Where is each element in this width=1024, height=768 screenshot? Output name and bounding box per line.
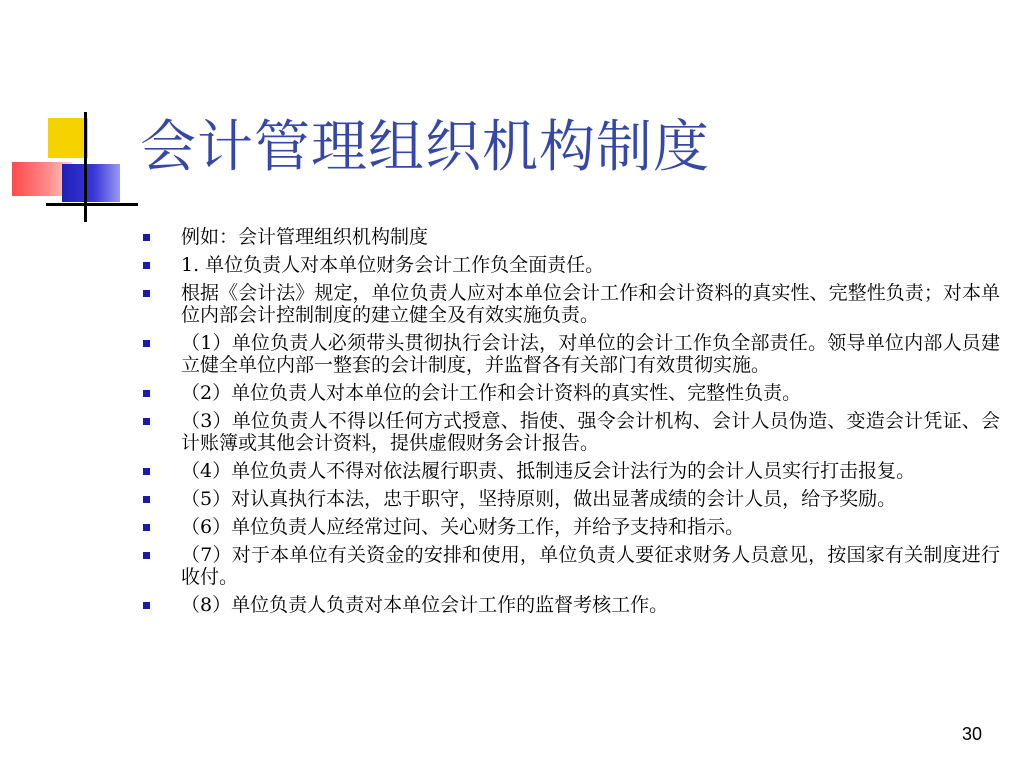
list-item (140, 594, 1000, 616)
square-bullet-icon (143, 602, 150, 609)
square-bullet-icon (143, 524, 150, 531)
square-bullet-icon (143, 552, 150, 559)
list-item (140, 332, 1000, 376)
square-bullet-icon (143, 390, 150, 397)
list-item (140, 460, 1000, 482)
list-item-text: （3）单位负责人不得以任何方式授意、指使、强令会计机构、会计人员伪造、变造会计凭证、会计账簿或其他会计资料，提供虚假财务会计报告。 (181, 410, 1000, 454)
list-item (140, 226, 1000, 248)
page-number: 30 (962, 724, 983, 744)
square-bullet-icon (143, 418, 150, 425)
square-bullet-icon (143, 468, 150, 475)
list-item (140, 488, 1000, 510)
list-item-text: （4）单位负责人不得对依法履行职责、抵制违反会计法行为的会计人员实行打击报复。 (181, 460, 916, 482)
list-item-text: 例如：会计管理组织机构制度 (181, 226, 429, 248)
list-item-text: （8）单位负责人负责对本单位会计工作的监督考核工作。 (181, 594, 669, 616)
list-item-text: 1. 单位负责人对本单位财务会计工作负全面责任。 (181, 254, 605, 276)
list-item (140, 544, 1000, 588)
horizontal-line (46, 203, 138, 206)
square-bullet-icon (143, 496, 150, 503)
square-bullet-icon (143, 290, 150, 297)
list-item (140, 254, 1000, 276)
list-item (140, 410, 1000, 454)
list-item-text: （7）对于本单位有关资金的安排和使用，单位负责人要征求财务人员意见，按国家有关制度进行收付。 (181, 544, 1000, 588)
square-bullet-icon (143, 340, 150, 347)
list-item-text: （2）单位负责人对本单位的会计工作和会计资料的真实性、完整性负责。 (181, 382, 802, 404)
square-bullet-icon (143, 234, 150, 241)
yellow-square (48, 118, 88, 158)
list-item-text: （6）单位负责人应经常过问、关心财务工作，并给予支持和指示。 (181, 516, 745, 538)
list-item-text: 根据《会计法》规定，单位负责人应对本单位会计工作和会计资料的真实性、完整性负责；对本单位内部会计控制制度的建立健全及有效实施负责。 (181, 282, 1000, 326)
decorative-squares-logo (0, 0, 150, 240)
list-item (140, 382, 1000, 404)
blue-square (62, 164, 120, 202)
list-item (140, 282, 1000, 326)
bullet-list (140, 226, 1000, 622)
list-item (140, 516, 1000, 538)
list-item-text: （5）对认真执行本法，忠于职守，坚持原则，做出显著成绩的会计人员，给予奖励。 (181, 488, 897, 510)
list-item-text: （1）单位负责人必须带头贯彻执行会计法，对单位的会计工作负全部责任。领导单位内部人员建立健全单位内部一整套的会计制度，并监督各有关部门有效贯彻实施。 (181, 332, 1000, 376)
square-bullet-icon (143, 262, 150, 269)
slide-title: 会计管理组织机构制度 (140, 115, 710, 180)
